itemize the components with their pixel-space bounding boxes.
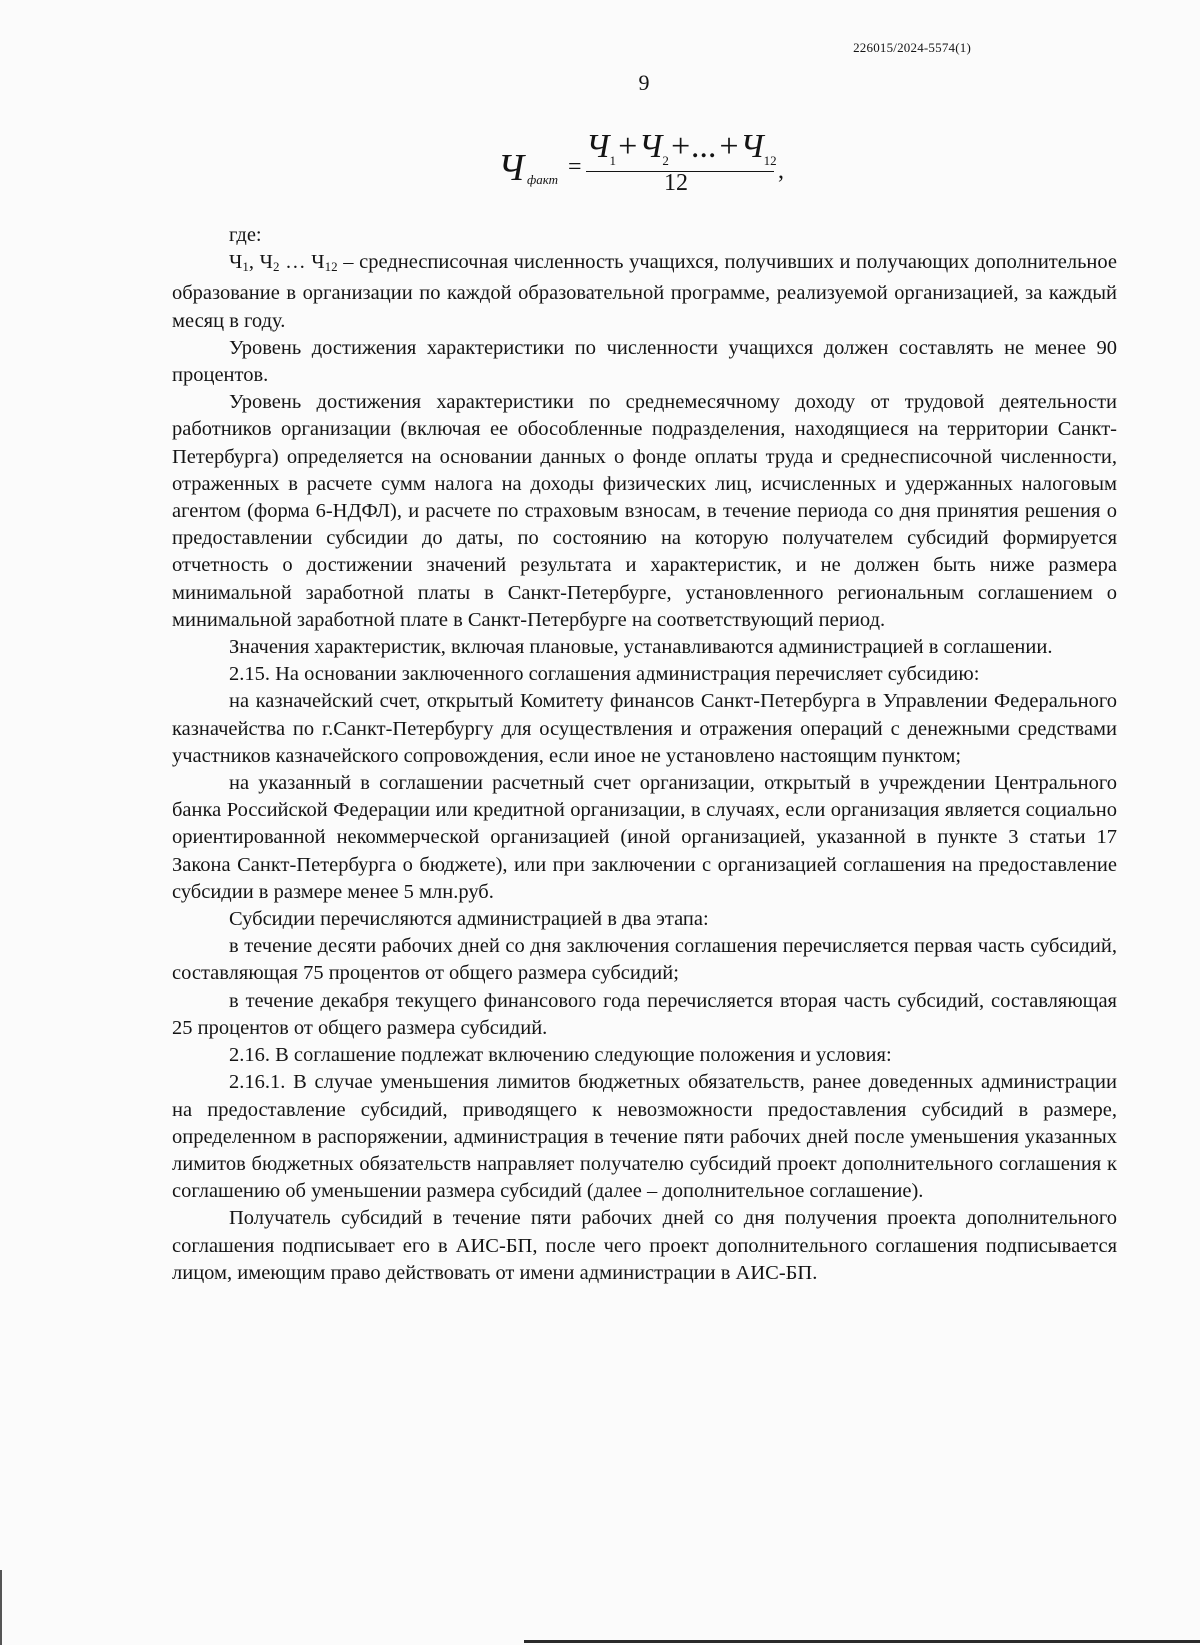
formula bbox=[498, 128, 798, 198]
formula-comma: , bbox=[778, 158, 784, 184]
formula-term: Ч bbox=[638, 128, 663, 165]
formula-numerator bbox=[586, 128, 777, 169]
paragraph-section-2-16-1: 2.16.1. В случае уменьшения лимитов бюджетных обязательств, ранее доведенных администрации на предоставление субсидий, приводящего к невозможности предоставления субсидий в размере, определенном в распоряжении, администрация в течение пяти рабочих дней после уменьшения указанных лимитов бюджетных обязательств направляет получателю субсидий проект дополнительного соглашения к соглашению об уменьшении размера субсидий (далее – дополнительное соглашение). bbox=[172, 1071, 1117, 1203]
paragraph-definition bbox=[172, 249, 1117, 335]
paragraph: на казначейский счет, открытый Комитету финансов Санкт-Петербурга в Управлении Федерального казначейства по г.Санкт-Петербургу для осуществления и отражения операций с денежными средствами участников казначейского сопровождения, если иное не установлено настоящим пунктом; bbox=[172, 690, 1117, 767]
paragraph: Уровень достижения характеристики по численности учащихся должен составлять не менее 90 процентов. bbox=[172, 336, 1117, 387]
formula-equals: = bbox=[568, 154, 582, 180]
definition-symbol: , Ч bbox=[248, 251, 273, 274]
document-body bbox=[172, 222, 1117, 1287]
page-number: 9 bbox=[638, 70, 650, 95]
definition-text: – среднесписочная численность учащихся, получивших и получающих дополнительное образование в организации по каждой образовательной программе, реализуемой организацией, за каждый месяц в году. bbox=[172, 251, 1118, 332]
formula-operator: +...+ bbox=[668, 128, 741, 165]
paragraph: Получатель субсидий в течение пяти рабочих дней со дня получения проекта дополнительного соглашения подписывает его в АИС-БП, после чего проект дополнительного соглашения подписывается лицом, имеющим право действовать от имени администрации в АИС-БП. bbox=[172, 1207, 1117, 1284]
paragraph: в течение десяти рабочих дней со дня заключения соглашения перечисляется первая часть субсидий, составляющая 75 процентов от общего размера субсидий; bbox=[172, 935, 1117, 985]
formula-term-subscript: 12 bbox=[763, 152, 777, 168]
paragraph: Значения характеристик, включая плановые, устанавливаются администрацией в соглашении. bbox=[229, 636, 1053, 659]
scan-edge-bottom bbox=[524, 1640, 1200, 1643]
paragraph-where: где: bbox=[229, 224, 262, 246]
formula-lhs-subscript: факт bbox=[527, 172, 559, 187]
definition-subscript: 2 bbox=[272, 259, 280, 275]
definition-symbol: Ч bbox=[229, 251, 243, 274]
formula-denominator: 12 bbox=[664, 170, 688, 196]
formula-term: Ч bbox=[586, 128, 610, 165]
formula-term: Ч bbox=[740, 128, 764, 165]
paragraph: Субсидии перечисляются администрацией в два этапа: bbox=[229, 908, 709, 931]
scan-edge-left bbox=[0, 1570, 2, 1645]
formula-operator: + bbox=[615, 128, 639, 165]
formula-term-subscript: 1 bbox=[609, 152, 616, 168]
formula-lhs: Ч bbox=[498, 147, 525, 189]
paragraph-section-2-16: 2.16. В соглашение подлежат включению следующие положения и условия: bbox=[229, 1044, 892, 1067]
paragraph: Уровень достижения характеристики по среднемесячному доходу от трудовой деятельности работников организации (включая ее обособленные подразделения, находящиеся на территории Санкт-Петербурга) определяется на основании данных о фонде оплаты труда и среднесписочной численности, отраженных в расчете сумм налога на доходы физических лиц, исчисленных и удержанных налоговым агентом (форма 6-НДФЛ), и расчете по страховым взносам, в течение периода со дня принятия решения о предоставлении субсидии до даты, по состоянию на которую получателем субсидий формируется отчетность о достижении значений результата и характеристик, и не должен быть ниже размера минимальной заработной платы в Санкт-Петербурге, установленного региональным соглашением о минимальной заработной плате в Санкт-Петербурге на соответствующий период. bbox=[172, 391, 1117, 631]
paragraph: на указанный в соглашении расчетный счет организации, открытый в учреждении Центрального банка Российской Федерации или кредитной организации, в случаях, если организация является социально ориентированной некоммерческой организацией (иной организацией, указанной в пункте 3 статьи 17 Закона Санкт-Петербурга о бюджете), или при заключении с организацией соглашения на предоставление субсидии в размере менее 5 млн.руб. bbox=[172, 772, 1117, 903]
definition-symbol: … Ч bbox=[279, 251, 325, 274]
definition-subscript: 1 bbox=[242, 259, 249, 275]
definition-subscript: 12 bbox=[324, 259, 338, 275]
paragraph: в течение декабря текущего финансового года перечисляется вторая часть субсидий, составляющая 25 процентов от общего размера субсидий. bbox=[172, 989, 1117, 1039]
paragraph-section-2-15: 2.15. На основании заключенного соглашения администрация перечисляет субсидию: bbox=[229, 663, 980, 686]
document-id: 226015/2024-5574(1) bbox=[853, 40, 971, 55]
formula-term-subscript: 2 bbox=[662, 152, 669, 168]
